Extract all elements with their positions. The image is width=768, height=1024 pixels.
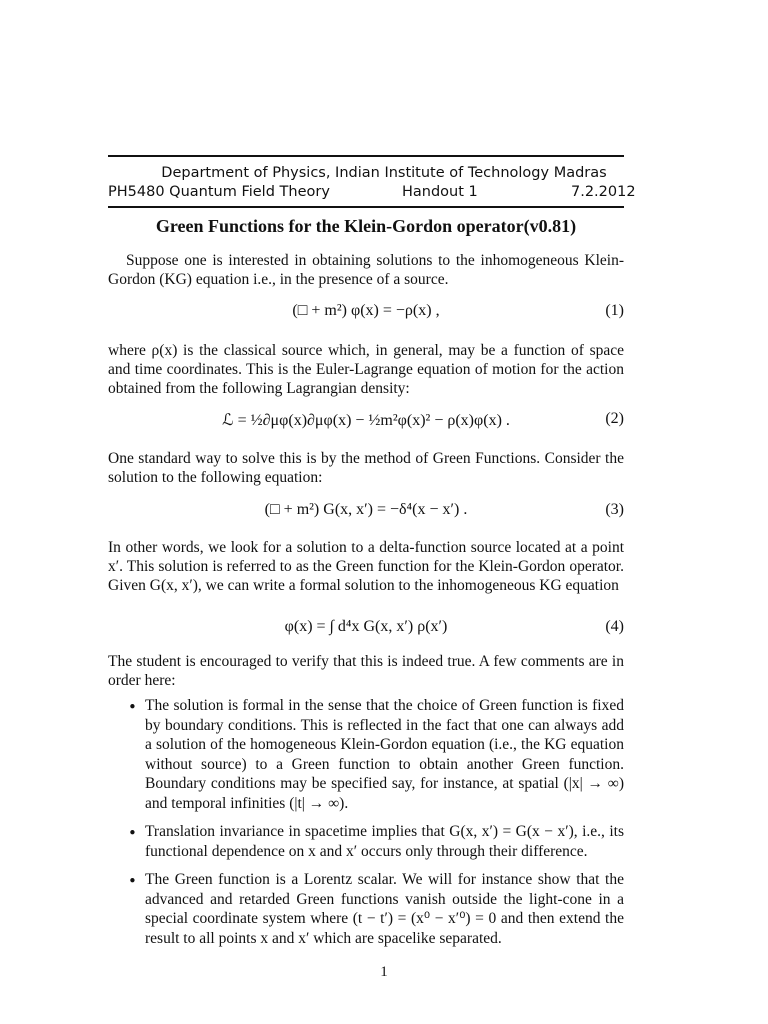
bullet-marker: • (128, 824, 137, 842)
paragraph-intro: Suppose one is interested in obtaining solutions to the inhomogeneous Klein-Gordon (KG) equation i.e., in the presence of a source. (108, 252, 624, 288)
bullet-marker: • (128, 872, 137, 890)
equation-2 (108, 404, 624, 438)
equation-4 (108, 612, 624, 646)
paragraph-comments: The student is encouraged to verify that this is indeed true. A few comments are in order here: (108, 653, 624, 689)
bullet-item: Translation invariance in spacetime implies that G(x, x′) = G(x − x′), i.e., its functional dependence on x and x′ occurs only through their difference. (145, 823, 624, 860)
equation-4-body: φ(x) = ∫ d⁴x G(x, x′) ρ(x′) (284, 618, 448, 635)
document-title: Green Functions for the Klein-Gordon operator(v0.81) (155, 216, 577, 236)
header-bottom-rule (108, 206, 624, 208)
page-number: 1 (380, 964, 388, 980)
paragraph-green-method: One standard way to solve this is by the method of Green Functions. Consider the solution to the following equation: (108, 450, 624, 486)
equation-1-number: (1) (605, 302, 624, 319)
equation-2-body: ℒ = ½∂μφ(x)∂μφ(x) − ½m²φ(x)² − ρ(x)φ(x) . (222, 412, 510, 429)
bullet-item: The Green function is a Lorentz scalar. We will for instance show that the advanced and retarded Green functions vanish outside the light-cone in a special coordinate system where (t − t′) = (x⁰ − x′⁰) = 0 and then extend the result to all points x and x′ which are spacelike separated. (145, 871, 624, 947)
equation-2-number: (2) (605, 410, 624, 427)
equation-1-body: (□ + m²) φ(x) = −ρ(x) , (292, 302, 440, 319)
equation-3 (108, 495, 624, 529)
equation-3-body: (□ + m²) G(x, x′) = −δ⁴(x − x′) . (264, 501, 468, 518)
equation-3-number: (3) (605, 501, 624, 518)
bullet-item: The solution is formal in the sense that the choice of Green function is fixed by boundary conditions. This is reflected in the fact that one can always add a solution of the homogeneous Klein-Gordon equation (i.e., the KG equation without source) to a Green function to obtain another Green function. Boundary conditions may be specified say, for instance, at spatial (|x| → ∞) and temporal infinities (|t| → ∞). (145, 697, 624, 812)
equation-1 (108, 296, 624, 330)
header-top-rule (108, 155, 624, 157)
paragraph-source: where ρ(x) is the classical source which, in general, may be a function of space and time coordinates. This is the Euler-Lagrange equation of motion for the action obtained from the following Lagrangian density: (108, 342, 624, 397)
header-department: Department of Physics, Indian Institute of Technology Madras (161, 165, 607, 181)
header-handout: Handout 1 (402, 184, 478, 200)
header-date: 7.2.2012 (571, 184, 636, 200)
header-course: PH5480 Quantum Field Theory (108, 184, 330, 200)
bullet-marker: • (128, 698, 137, 716)
paragraph-delta-source: In other words, we look for a solution to a delta-function source located at a point x′. This solution is referred to as the Green function for the Klein-Gordon operator. Given G(x, x′), we can write a formal solution to the inhomogeneous KG equation (108, 539, 624, 594)
equation-4-number: (4) (605, 618, 624, 635)
